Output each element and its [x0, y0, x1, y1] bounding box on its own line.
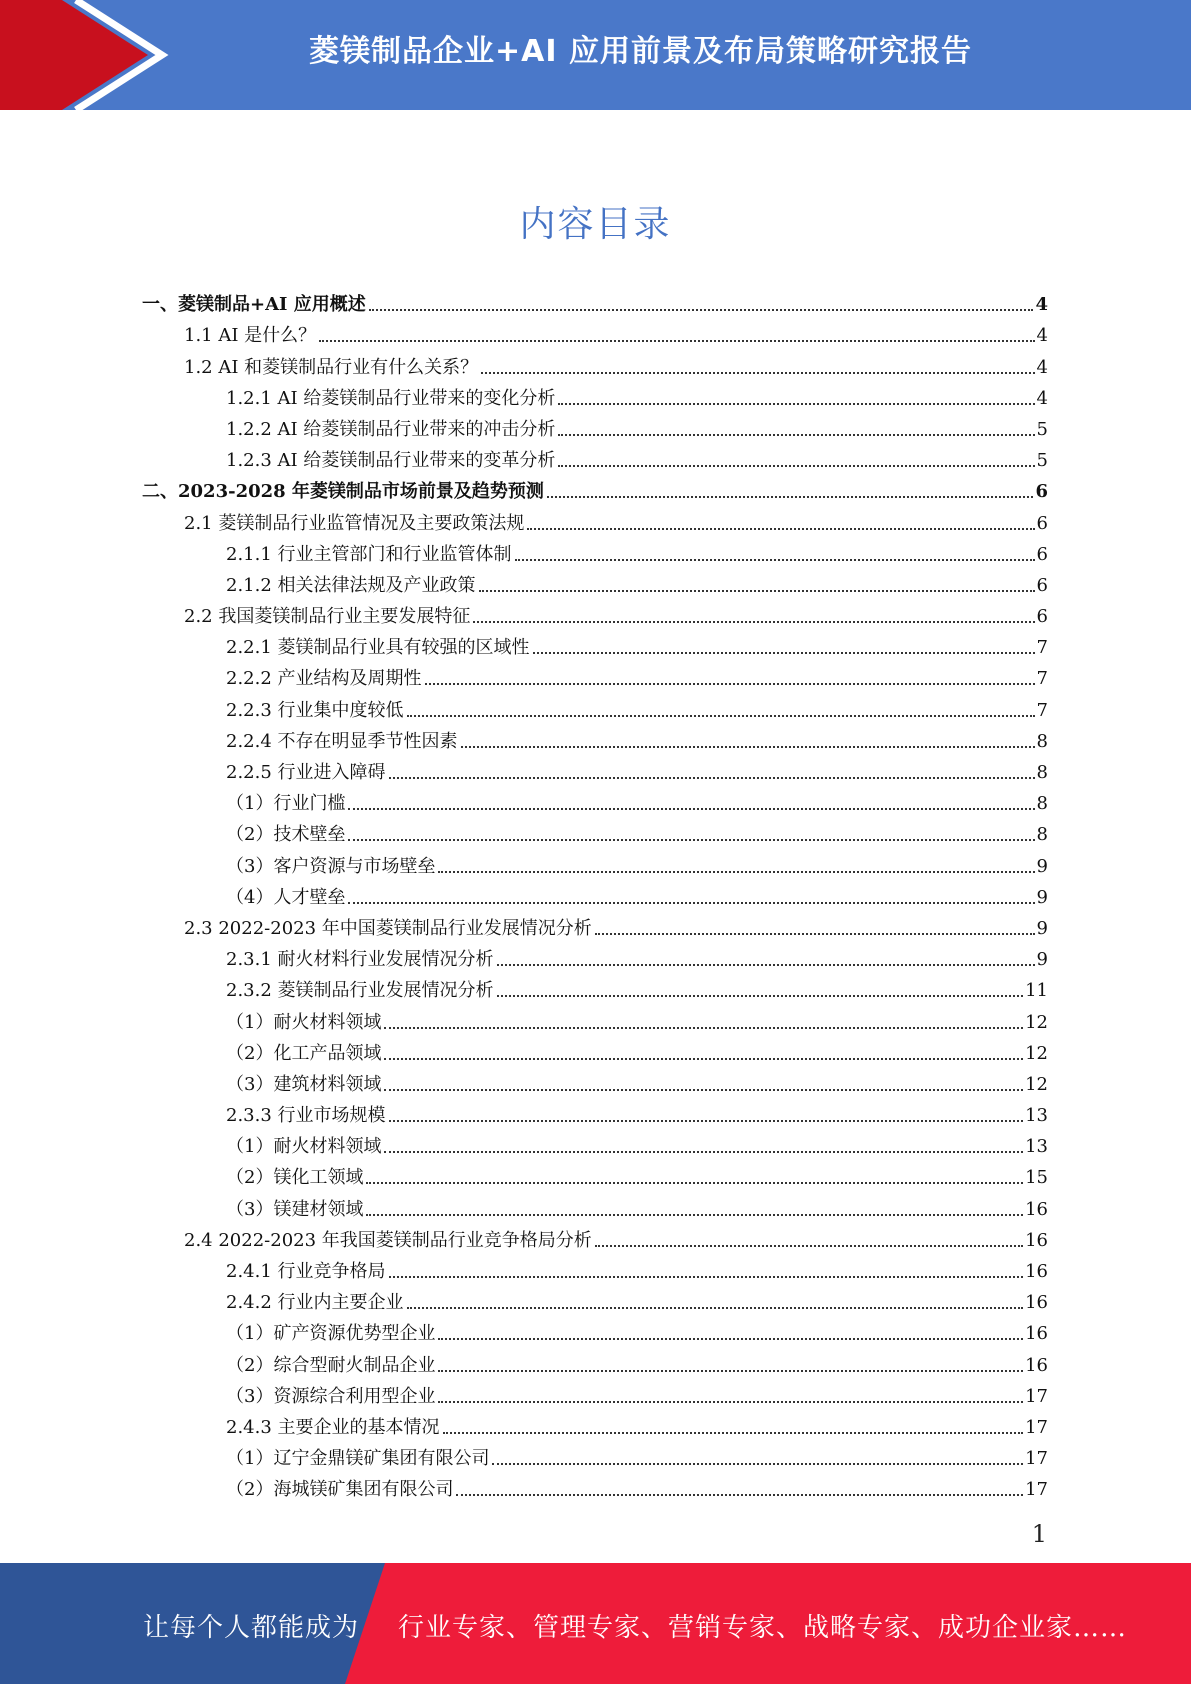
toc-dot-leader	[348, 902, 1034, 904]
toc-entry-page: 17	[1025, 1448, 1048, 1470]
toc-entry[interactable]	[142, 1252, 1048, 1283]
toc-entry-page: 8	[1036, 793, 1048, 815]
toc-entry-page: 6	[1036, 512, 1048, 534]
toc-entry-page: 6	[1036, 543, 1048, 565]
toc-entry-title: 2.4.2 行业内主要企业	[226, 1292, 404, 1314]
toc-entry-page: 4	[1036, 356, 1048, 378]
toc-entry-title: （3）资源综合利用型企业	[226, 1385, 436, 1407]
toc-entry-page: 13	[1025, 1105, 1048, 1127]
toc-entry-page: 9	[1036, 949, 1048, 971]
toc-title: 内容目录	[519, 204, 672, 245]
toc-entry[interactable]	[142, 1065, 1048, 1096]
toc-entry-title: 2.2.2 产业结构及周期性	[226, 668, 422, 690]
toc-entry-title: （1）耐火材料领域	[226, 1136, 382, 1158]
toc-entry-title: 1.2.2 AI 给菱镁制品行业带来的冲击分析	[226, 418, 556, 440]
footer-slogan-left: 让每个人都能成为	[143, 1613, 360, 1643]
toc-entry-title: （1）耐火材料领域	[226, 1011, 382, 1033]
toc-entry[interactable]	[142, 722, 1048, 753]
toc-entry-page: 11	[1025, 980, 1048, 1002]
toc-dot-leader	[515, 559, 1035, 561]
toc-entry[interactable]	[142, 1314, 1048, 1345]
toc-entry[interactable]	[142, 1002, 1048, 1033]
toc-entry-title: 2.3.3 行业市场规模	[226, 1105, 386, 1127]
toc-entry-page: 8	[1036, 824, 1048, 846]
toc-entry-page: 16	[1025, 1261, 1048, 1282]
toc-dot-leader	[389, 777, 1035, 779]
toc-entry-page: 16	[1025, 1292, 1048, 1314]
toc-dot-leader	[461, 746, 1035, 748]
toc-entry-page: 7	[1036, 637, 1048, 659]
toc-dot-leader	[438, 1401, 1023, 1403]
toc-entry-page: 12	[1025, 1042, 1048, 1064]
toc-entry[interactable]	[142, 1345, 1048, 1376]
toc-entry-title: 1.1 AI 是什么？	[184, 325, 317, 347]
toc-entry-title: （3）镁建材领域	[226, 1198, 364, 1220]
toc-entry-title: （1）辽宁金鼎镁矿集团有限公司	[226, 1448, 490, 1470]
toc-entry[interactable]	[142, 784, 1048, 815]
toc-entry-page: 17	[1025, 1416, 1048, 1438]
toc-dot-leader	[366, 1182, 1023, 1184]
toc-entry[interactable]	[142, 1377, 1048, 1408]
toc-dot-leader	[384, 1027, 1023, 1029]
toc-entry-page: 17	[1025, 1479, 1048, 1501]
toc-entry[interactable]	[142, 597, 1048, 628]
toc-entry[interactable]	[142, 1189, 1048, 1220]
toc-entry-page: 12	[1025, 1011, 1048, 1033]
toc-entry-title: （2）技术壁垒	[226, 824, 346, 846]
toc-entry[interactable]	[142, 379, 1048, 410]
page-header	[0, 0, 1191, 110]
toc-entry[interactable]	[142, 628, 1048, 659]
toc-entry[interactable]	[142, 1127, 1048, 1158]
toc-dot-leader	[389, 1120, 1024, 1122]
toc-dot-leader	[443, 1432, 1024, 1434]
toc-entry-title: 2.4.1 行业竞争格局	[226, 1261, 386, 1282]
toc-dot-leader	[319, 340, 1034, 342]
toc-entry[interactable]	[142, 441, 1048, 472]
toc-entry-title: 2.2.4 不存在明显季节性因素	[226, 730, 458, 752]
toc-entry-page: 16	[1025, 1354, 1048, 1376]
toc-entry-page: 9	[1036, 886, 1048, 908]
toc-entry[interactable]	[142, 690, 1048, 721]
toc-entry[interactable]	[142, 1470, 1048, 1501]
toc-entry[interactable]	[142, 1096, 1048, 1127]
toc-dot-leader	[479, 590, 1035, 592]
toc-entry-title: 2.3.2 菱镁制品行业发展情况分析	[226, 980, 494, 1002]
report-title: 菱镁制品企业+AI 应用前景及布局策略研究报告	[309, 34, 972, 69]
toc-entry[interactable]	[142, 316, 1048, 347]
toc-entry[interactable]	[142, 909, 1048, 940]
toc-entry[interactable]	[142, 940, 1048, 971]
toc-dot-leader	[533, 652, 1035, 654]
toc-entry[interactable]	[142, 878, 1048, 909]
toc-entry-title: 2.4.3 主要企业的基本情况	[226, 1416, 440, 1438]
toc-dot-leader	[384, 1151, 1023, 1153]
toc-entry-title: 2.1.2 相关法律法规及产业政策	[226, 574, 476, 596]
toc-dot-leader	[384, 1058, 1023, 1060]
toc-entry[interactable]	[142, 566, 1048, 597]
toc-entry[interactable]	[142, 347, 1048, 378]
toc-entry-page: 7	[1036, 668, 1048, 690]
toc-entry-title: （2）海城镁矿集团有限公司	[226, 1479, 454, 1501]
toc-entry-page: 4	[1036, 325, 1048, 347]
toc-dot-leader	[438, 1338, 1023, 1340]
toc-entry-page: 4	[1036, 387, 1048, 409]
toc-entry-page: 16	[1025, 1229, 1048, 1251]
toc-entry[interactable]	[142, 971, 1048, 1002]
toc-dot-leader	[407, 1307, 1024, 1309]
toc-entry[interactable]	[142, 285, 1048, 316]
toc-entry[interactable]	[142, 472, 1048, 503]
toc-dot-leader	[497, 995, 1024, 997]
toc-dot-leader	[547, 496, 1034, 498]
toc-entry-title: （3）建筑材料领域	[226, 1073, 382, 1095]
toc-dot-leader	[407, 715, 1035, 717]
toc-entry-title: （2）镁化工领域	[226, 1167, 364, 1189]
toc-dot-leader	[425, 683, 1035, 685]
toc-entry-page: 6	[1036, 574, 1048, 596]
toc-dot-leader	[348, 808, 1034, 810]
toc-entry-title: 1.2 AI 和菱镁制品行业有什么关系？	[184, 356, 479, 378]
toc-entry-title: 1.2.1 AI 给菱镁制品行业带来的变化分析	[226, 387, 556, 409]
toc-entry-title: （2）综合型耐火制品企业	[226, 1354, 436, 1376]
toc-entry[interactable]	[142, 535, 1048, 566]
toc-entry[interactable]	[142, 1158, 1048, 1189]
toc-dot-leader	[456, 1494, 1023, 1496]
toc-dot-leader	[369, 309, 1034, 311]
toc-entry[interactable]	[142, 815, 1048, 846]
toc-entry[interactable]	[142, 1283, 1048, 1314]
toc-entry-title: 1.2.3 AI 给菱镁制品行业带来的变革分析	[226, 450, 556, 472]
toc-entry[interactable]	[142, 1221, 1048, 1252]
toc-entry[interactable]	[142, 1034, 1048, 1065]
toc-entry[interactable]	[142, 753, 1048, 784]
toc-entry-title: （4）人才壁垒	[226, 886, 346, 908]
toc-entry-title: 2.1 菱镁制品行业监管情况及主要政策法规	[184, 512, 525, 534]
toc-dot-leader	[595, 1245, 1023, 1247]
toc-entry-page: 5	[1036, 418, 1048, 440]
toc-entry-page: 16	[1025, 1198, 1048, 1220]
toc-dot-leader	[473, 621, 1034, 623]
toc-entry-title: 二、2023-2028 年菱镁制品市场前景及趋势预测	[142, 481, 544, 503]
page-number: 1	[1031, 1520, 1047, 1548]
toc-entry[interactable]	[142, 503, 1048, 534]
toc-dot-leader	[558, 465, 1034, 467]
toc-entry-page: 13	[1025, 1136, 1048, 1158]
toc-entry-page: 12	[1025, 1073, 1048, 1095]
toc-entry[interactable]	[142, 659, 1048, 690]
toc-entry-title: 2.2 我国菱镁制品行业主要发展特征	[184, 606, 471, 628]
page-footer	[0, 1563, 1191, 1684]
toc-entry-page: 15	[1025, 1167, 1048, 1189]
toc-entry-page: 5	[1036, 450, 1048, 472]
toc-dot-leader	[492, 1463, 1023, 1465]
toc-entry-title: 2.2.5 行业进入障碍	[226, 762, 386, 783]
toc-dot-leader	[348, 839, 1034, 841]
toc-dot-leader	[366, 1214, 1023, 1216]
toc-entry[interactable]	[142, 1408, 1048, 1439]
toc-entry-title: 2.2.3 行业集中度较低	[226, 699, 404, 721]
toc-dot-leader	[558, 434, 1034, 436]
toc-dot-leader	[389, 1276, 1024, 1278]
toc-entry[interactable]	[142, 846, 1048, 877]
toc-entry-page: 17	[1025, 1385, 1048, 1407]
toc-dot-leader	[527, 528, 1034, 530]
toc-entry-page: 16	[1025, 1323, 1048, 1345]
toc-dot-leader	[558, 403, 1034, 405]
toc-entry-title: （1）行业门槛	[226, 793, 346, 815]
toc-entry-title: （1）矿产资源优势型企业	[226, 1323, 436, 1345]
toc-entry-page: 4	[1035, 294, 1048, 316]
toc-entry-title: （2）化工产品领域	[226, 1042, 382, 1064]
toc-entry-page: 6	[1036, 606, 1048, 628]
toc-entry-page: 6	[1035, 481, 1048, 503]
toc-entry-page: 8	[1036, 762, 1048, 783]
toc-entry-page: 9	[1036, 855, 1048, 877]
toc-entry-title: 2.3 2022-2023 年中国菱镁制品行业发展情况分析	[184, 917, 592, 939]
toc-entry[interactable]	[142, 1439, 1048, 1470]
toc-dot-leader	[481, 372, 1034, 374]
table-of-contents	[142, 285, 1048, 1501]
toc-entry-title: 2.4 2022-2023 年我国菱镁制品行业竞争格局分析	[184, 1229, 592, 1251]
toc-entry-page: 7	[1036, 699, 1048, 721]
toc-dot-leader	[438, 1370, 1023, 1372]
toc-dot-leader	[497, 964, 1035, 966]
toc-entry-title: 2.3.1 耐火材料行业发展情况分析	[226, 949, 494, 971]
toc-dot-leader	[595, 933, 1035, 935]
toc-entry-title: 2.1.1 行业主管部门和行业监管体制	[226, 543, 512, 565]
toc-dot-leader	[438, 871, 1034, 873]
toc-entry-title: 2.2.1 菱镁制品行业具有较强的区域性	[226, 637, 530, 659]
toc-entry-page: 9	[1036, 917, 1048, 939]
toc-entry[interactable]	[142, 410, 1048, 441]
toc-entry-title: 一、菱镁制品+AI 应用概述	[142, 294, 366, 316]
footer-slogan-right: 行业专家、管理专家、营销专家、战略专家、成功企业家……	[398, 1613, 1128, 1643]
toc-entry-page: 8	[1036, 730, 1048, 752]
toc-entry-title: （3）客户资源与市场壁垒	[226, 855, 436, 877]
toc-dot-leader	[384, 1089, 1023, 1091]
